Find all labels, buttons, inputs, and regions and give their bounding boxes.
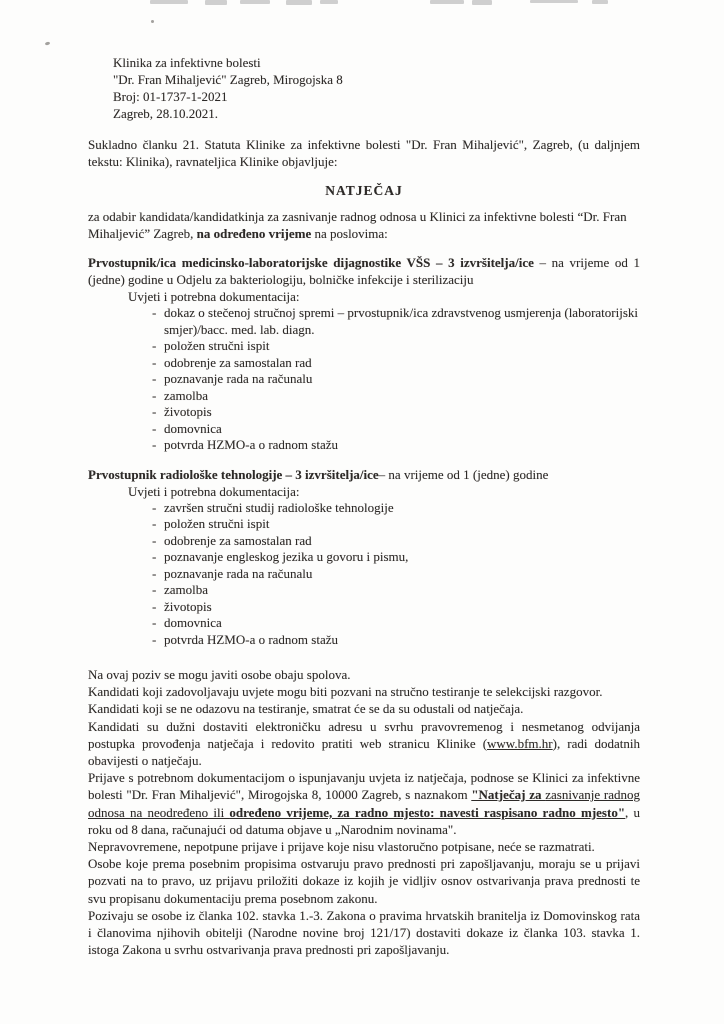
letterhead-ref-number: Broj: 01-1737-1-2021 [113,89,228,104]
requirement-text: zamolba [164,387,209,403]
position-section-lab-diagnostics [88,254,640,454]
dash-bullet: - [152,516,157,531]
website-url: www.bfm.hr [487,735,553,751]
dash-bullet: - [152,437,157,452]
closing-paragraphs [88,666,640,958]
requirement-text: poznavanje engleskog jezika u govoru i pismu, [164,549,409,564]
subtitle-text-end: na poslovima: [311,226,388,241]
requirement-item [152,582,640,599]
requirement-item [152,355,640,372]
dash-bullet: - [152,549,157,564]
requirement-text: potvrda HZMO-a o radnom stažu [164,631,339,647]
requirement-item [152,549,640,566]
requirement-item [152,615,640,632]
document-title: NATJEČAJ [325,183,403,198]
scan-top-edge-artifact [0,0,724,7]
requirement-text: životopis [164,598,212,614]
dash-bullet: - [152,565,157,581]
requirement-text: domovnica [164,615,222,630]
dash-bullet: - [152,615,157,630]
position-title-rest: – na vrijeme od 1 (jedne) godine [378,466,549,482]
requirement-item [152,533,640,550]
closing-paragraph-no-show: Kandidati koji se ne odazovu na testiranje, smatrat će se da su odustali od natječaja. [88,701,524,717]
subtitle-bold-text: na određeno vrijeme [196,226,312,241]
requirement-text: životopis [164,404,212,419]
application-label-bold-end: određeno vrijeme, za radno mjesto: navesti raspisano radno mjesto" [229,804,626,820]
letterhead-org-name: Klinika za infektivne bolesti [113,55,261,70]
requirement-text: potvrda HZMO-a o radnom stažu [164,437,339,452]
closing-paragraph-testing: Kandidati koji zadovoljavaju uvjete mogu biti pozvani na stručno testiranje te selekcijski razgovor. [88,684,603,700]
position-title-rest: – na vrijeme od 1 (jedne) godine u Odjelu za bakteriologiju, bolničke infekcije i sterilizaciju [88,255,640,287]
scan-speck [151,20,154,23]
closing-paragraph-priority-rights: Osobe koje prema posebnim propisima ostvaruju pravo prednosti pri zapošljavanju, moraju se u prijavi pozvati na to pravo, uz prijavu priložiti dokaze iz kojih je vidljiv osnov ostvarivanja prava prednosti te svu propisanu dokumentaciju prema posebnom zakonu. [88,856,640,906]
requirement-item [152,632,640,649]
dash-bullet: - [152,532,157,548]
subtitle-text: za odabir kandidata/kandidatkinja za zasnivanje radnog odnosa u Klinici za infektivne bolesti “Dr. Fran Mihaljević” Zagreb, [88,209,627,241]
dash-bullet: - [152,338,157,353]
requirement-item [152,566,640,583]
dash-bullet: - [152,371,157,386]
requirement-text: poznavanje rada na računalu [164,565,313,581]
dash-bullet: - [152,420,157,436]
letterhead [113,54,640,122]
closing-paragraph-application-address [88,769,640,838]
position-title [88,254,640,288]
dash-bullet: - [152,305,157,320]
dash-bullet: - [152,499,157,515]
requirement-item [152,371,640,388]
closing-paragraph-both-sexes: Na ovaj poziv se mogu javiti osobe obaju spolova. [88,667,351,682]
dash-bullet: - [152,404,157,419]
dash-bullet: - [152,631,157,647]
requirement-text: poznavanje rada na računalu [164,371,313,386]
document-content [88,54,640,958]
position-title [88,466,640,483]
application-label-bold: "Natječaj za [471,787,546,803]
requirement-item [152,599,640,616]
dash-bullet: - [152,354,157,370]
requirement-item [152,338,640,355]
closing-paragraph-late-applications: Nepravovremene, nepotpune prijave i prijave koje nisu vlastoručno potpisane, neće se razmatrati. [88,839,595,855]
position-title-bold: Prvostupnik/ica medicinsko-laboratorijske dijagnostike VŠS – 3 izvršitelja/ice [88,255,534,270]
requirement-text: domovnica [164,420,222,436]
requirement-text: zamolba [164,582,209,597]
intro-paragraph: Sukladno članku 21. Statuta Klinike za infektivne bolesti "Dr. Fran Mihaljević", Zagreb, (u daljnjem tekstu: Klinika), ravnateljica Klinike objavljuje: [88,137,640,169]
dash-bullet: - [152,598,157,614]
requirement-text: završen stručni studij radiološke tehnologije [164,499,394,515]
requirement-item [152,404,640,421]
requirement-text: položen stručni ispit [164,338,270,353]
requirement-text: odobrenje za samostalan rad [164,532,312,548]
requirement-item [152,516,640,533]
closing-text-end: ), radi dodatnih obavijesti o natječaju. [88,735,640,769]
closing-text-end: , u roku od 8 dana, računajući od datuma objave u „Narodnim novinama". [88,804,641,837]
requirement-item [152,305,640,338]
requirements-list [152,500,640,649]
requirements-list [152,305,640,454]
closing-paragraph-veterans-law: Pozivaju se osobe iz članka 102. stavka 1.-3. Zakona o pravima hrvatskih branitelja iz Domovinskog rata i članovima njihovih obitelji (Narodne novine broj 121/17) dostaviti dokaze iz članka 103. stavka 1. istoga Zakona u svrhu ostvarivanja prava prednosti pri zapošljavanju. [88,907,640,958]
letterhead-address: "Dr. Fran Mihaljević" Zagreb, Mirogojska 8 [113,72,343,87]
scan-speck [45,41,51,45]
requirement-item [152,437,640,454]
position-title-bold: Prvostupnik radiološke tehnologije – 3 izvršitelja/ice [88,466,379,482]
application-label-underlined: zasnivanje radnog odnosa na neodređeno ili [88,787,640,820]
requirement-text: odobrenje za samostalan rad [164,354,312,370]
letterhead-date: Zagreb, 28.10.2021. [113,106,219,121]
requirements-label: Uvjeti i potrebna dokumentacija: [128,289,300,304]
requirement-item [152,388,640,405]
requirement-text: položen stručni ispit [164,516,270,531]
requirement-text: dokaz o stečenoj stručnoj spremi – prvostupnik/ica zdravstvenog usmjerenja (laboratorijski smjer)/bacc. med. lab. diagn. [164,305,639,337]
requirement-item [152,500,640,517]
requirements-label: Uvjeti i potrebna dokumentacija: [128,483,300,499]
dash-bullet: - [152,387,157,403]
requirement-item [152,421,640,438]
position-section-radiology-tech [88,466,640,649]
dash-bullet: - [152,582,157,597]
closing-paragraph-email-website [88,718,640,770]
closing-text: Prijave s potrebnom dokumentacijom o ispunjavanju uvjeta iz natječaja, podnose se Klinici za infektivne bolesti "Dr. Fran Mihaljević", Mirogojska 8, 10000 Zagreb, s naznakom [88,770,640,803]
subtitle-paragraph [88,208,640,242]
closing-text: Kandidati su dužni dostaviti elektroničku adresu u svrhu pravovremenog i nesmetanog odvijanja postupka provođenja natječaja i redovito pratiti web stranicu Klinike ( [88,718,640,751]
